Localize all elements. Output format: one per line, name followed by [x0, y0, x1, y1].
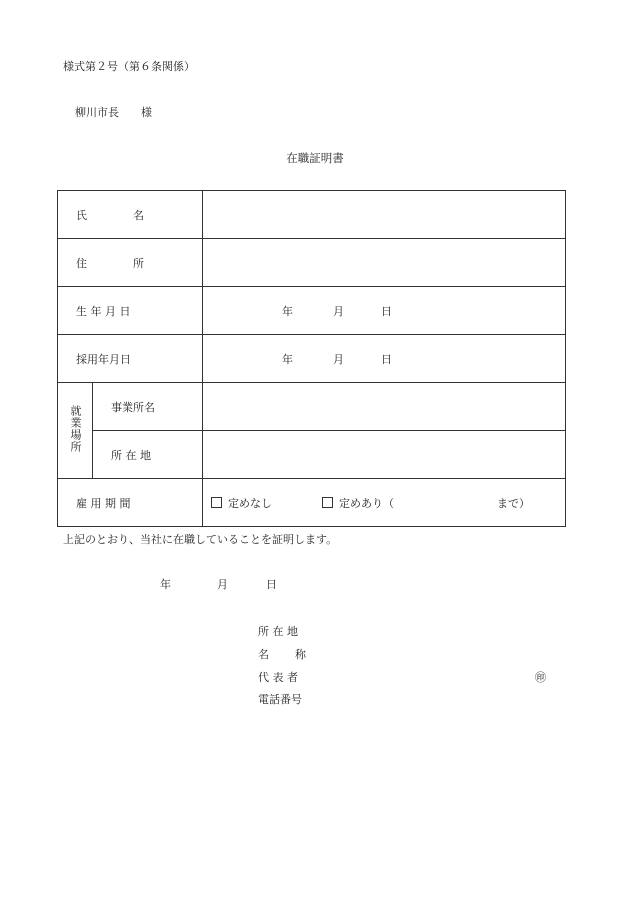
certificate-table: [57, 190, 566, 527]
label-name: [58, 191, 203, 239]
label-name-char1: 氏: [76, 208, 87, 222]
document-title: 在職証明書: [286, 151, 344, 165]
label-office-location: 所 在 地: [93, 431, 203, 479]
row-birth-date: [58, 287, 566, 335]
row-name: [58, 191, 566, 239]
label-employment-term: 雇 用 期 間: [58, 479, 203, 527]
addressee: [75, 104, 152, 120]
address-field[interactable]: [203, 239, 566, 287]
label-hire-date: 採用年月日: [58, 335, 203, 383]
hire-date-field[interactable]: [203, 335, 566, 383]
day-label: 日: [381, 352, 392, 366]
employment-term-field: [203, 479, 566, 527]
day-label: 日: [381, 304, 392, 318]
name-field[interactable]: [203, 191, 566, 239]
label-office-name: 事業所名: [93, 383, 203, 431]
company-location-label: 所 在 地: [258, 625, 298, 638]
office-location-field[interactable]: [203, 431, 566, 479]
row-workplace-name: [58, 383, 566, 431]
year-label: 年: [282, 352, 293, 366]
form-number-label: 様式第２号（第６条関係）: [63, 60, 195, 73]
option-fixed-term-label: 定めあり（: [339, 496, 394, 510]
row-workplace-location: [58, 431, 566, 479]
issue-year-label: 年: [160, 578, 171, 591]
option-no-term-label: 定めなし: [228, 496, 272, 510]
office-name-field[interactable]: [203, 383, 566, 431]
issue-month-label: 月: [217, 578, 228, 591]
year-label: 年: [282, 304, 293, 318]
checkbox-fixed-term[interactable]: [322, 497, 333, 508]
representative-label: 代 表 者: [258, 671, 298, 684]
company-name-label: [258, 646, 306, 662]
row-address: [58, 239, 566, 287]
month-label: 月: [333, 352, 344, 366]
certification-statement: 上記のとおり、当社に在職していることを証明します。: [63, 533, 338, 546]
seal-mark: ㊞: [535, 671, 546, 684]
workplace-group-text: 就業場所: [69, 405, 82, 453]
issue-day-label: 日: [266, 578, 277, 591]
company-name-char1: 名: [258, 648, 269, 661]
row-hire-date: [58, 335, 566, 383]
month-label: 月: [333, 304, 344, 318]
company-name-char2: 称: [295, 648, 306, 661]
label-name-char2: 名: [133, 208, 144, 222]
label-address-char1: 住: [76, 256, 87, 270]
workplace-group-label: [58, 383, 93, 479]
issue-date[interactable]: [160, 576, 277, 592]
label-birth-date: 生 年 月 日: [58, 287, 203, 335]
label-address: [58, 239, 203, 287]
label-address-char2: 所: [133, 256, 144, 270]
term-until-label: まで）: [497, 496, 530, 510]
phone-label: 電話番号: [258, 693, 302, 706]
addressee-name: 柳川市長: [75, 106, 119, 119]
birth-date-field[interactable]: [203, 287, 566, 335]
row-employment-term: [58, 479, 566, 527]
checkbox-no-term[interactable]: [211, 497, 222, 508]
addressee-honorific: 様: [141, 106, 152, 119]
